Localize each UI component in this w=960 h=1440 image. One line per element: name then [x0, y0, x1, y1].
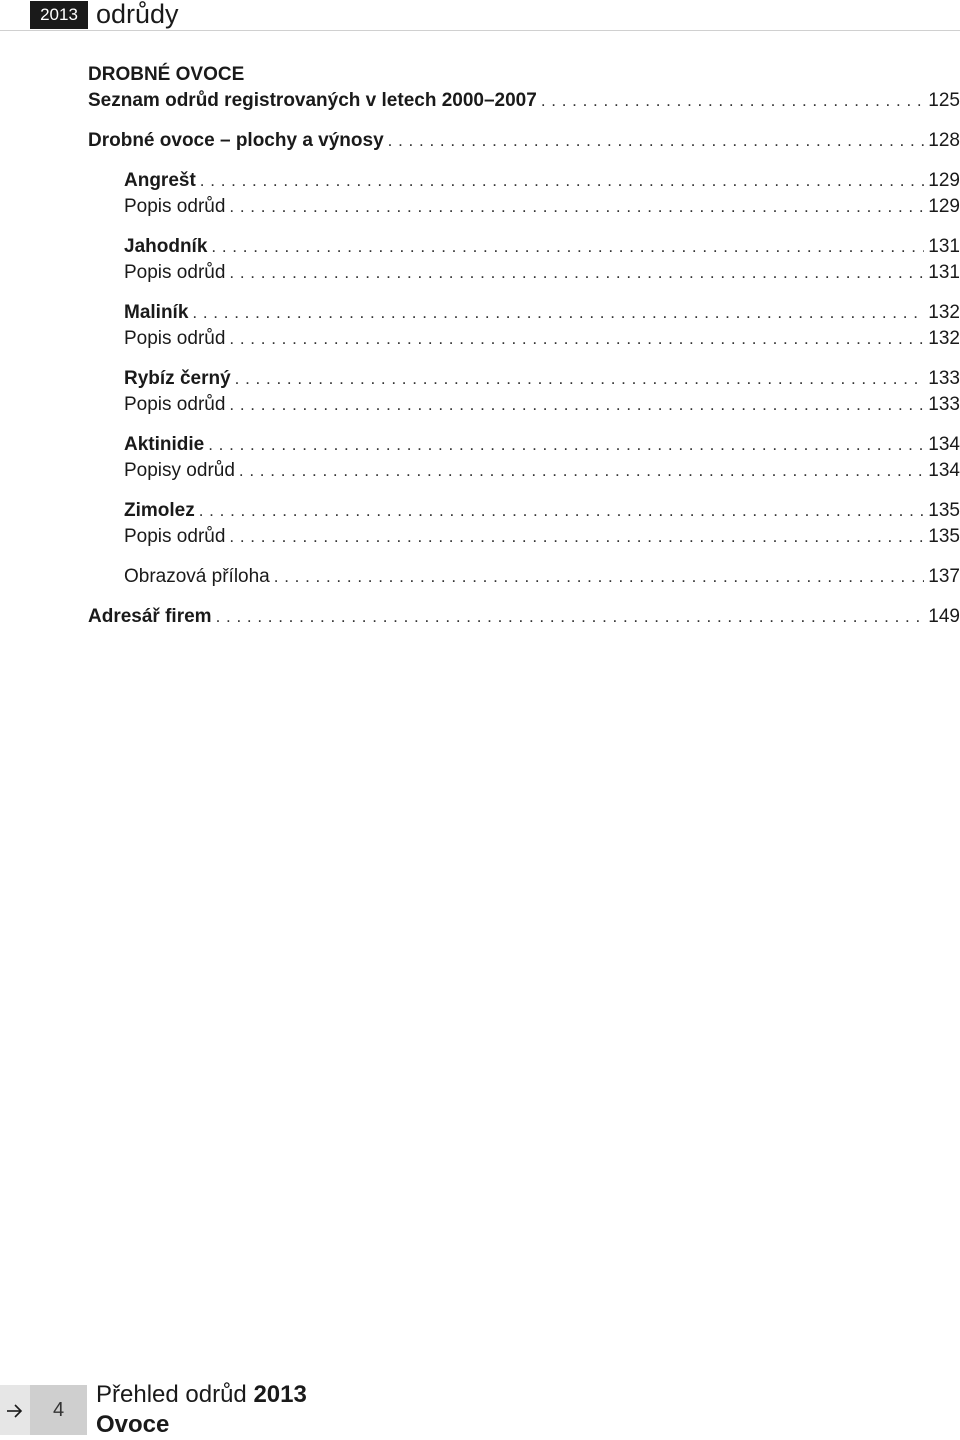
toc-entry-obrazova-priloha[interactable] [88, 564, 960, 590]
toc-entry-label: Popis odrůd [124, 262, 226, 283]
table-of-contents [88, 62, 960, 630]
toc-entry-label: Popis odrůd [124, 328, 226, 349]
toc-entry-aktinidie-popis[interactable] [88, 458, 960, 484]
toc-entry-seznam-odrud[interactable] [88, 88, 960, 114]
toc-entry-rybiz-popis[interactable] [88, 392, 960, 418]
page-number: 4 [30, 1385, 87, 1435]
toc-entry-label: Obrazová příloha [124, 566, 270, 587]
toc-entry-page: 135 [928, 526, 960, 547]
toc-entry-label: Seznam odrůd registrovaných v letech 2000–2007 [88, 90, 537, 111]
toc-entry-label: Popis odrůd [124, 394, 226, 415]
toc-entry-label: Popis odrůd [124, 196, 226, 217]
toc-entry-malinik-popis[interactable] [88, 326, 960, 352]
header-title: odrůdy [96, 0, 179, 29]
leader-dots [239, 458, 924, 484]
toc-entry-jahodnik-popis[interactable] [88, 260, 960, 286]
section-title: DROBNÉ OVOCE [88, 64, 245, 85]
leader-dots [192, 300, 924, 326]
toc-entry-page: 131 [928, 236, 960, 257]
leader-dots [229, 326, 924, 352]
toc-entry-label: Popisy odrůd [124, 460, 235, 481]
year-badge: 2013 [30, 1, 88, 29]
leader-dots [229, 392, 924, 418]
toc-entry-label: Zimolez [124, 500, 195, 521]
publication-year: 2013 [253, 1381, 307, 1408]
toc-entry-zimolez-popis[interactable] [88, 524, 960, 550]
toc-entry-label: Drobné ovoce – plochy a výnosy [88, 130, 384, 151]
toc-entry-label: Aktinidie [124, 434, 205, 455]
toc-entry-plochy-vynosy[interactable] [88, 128, 960, 154]
toc-entry-label: Maliník [124, 302, 189, 323]
leader-dots [229, 194, 924, 220]
toc-entry-page: 134 [928, 460, 960, 481]
leader-dots [229, 524, 924, 550]
leader-dots [216, 604, 925, 630]
publication-title-text: Přehled odrůd [96, 1381, 247, 1408]
toc-entry-label: Angrešt [124, 170, 196, 191]
leader-dots [211, 234, 924, 260]
toc-entry-page: 137 [928, 566, 960, 587]
toc-entry-page: 134 [928, 434, 960, 455]
toc-entry-angrest-popis[interactable] [88, 194, 960, 220]
toc-entry-page: 135 [928, 500, 960, 521]
toc-entry-page: 133 [928, 368, 960, 389]
toc-entry-jahodnik[interactable] [88, 234, 960, 260]
toc-entry-angrest[interactable] [88, 168, 960, 194]
toc-entry-page: 125 [928, 90, 960, 111]
leader-dots [200, 168, 925, 194]
toc-entry-aktinidie[interactable] [88, 432, 960, 458]
toc-entry-label: Jahodník [124, 236, 208, 257]
toc-entry-label: Popis odrůd [124, 526, 226, 547]
toc-entry-rybiz-cerny[interactable] [88, 366, 960, 392]
header-divider [0, 30, 960, 31]
leader-dots [388, 128, 925, 154]
toc-entry-page: 131 [928, 262, 960, 283]
publication-title [96, 1380, 307, 1410]
arrow-right-icon [0, 1385, 30, 1435]
toc-entry-page: 129 [928, 196, 960, 217]
leader-dots [541, 88, 924, 114]
toc-entry-page: 132 [928, 302, 960, 323]
toc-entry-label: Adresář firem [88, 606, 212, 627]
toc-entry-zimolez[interactable] [88, 498, 960, 524]
toc-entry-adresar-firem[interactable] [88, 604, 960, 630]
publication-subtitle: Ovoce [96, 1411, 170, 1438]
toc-entry-malinik[interactable] [88, 300, 960, 326]
leader-dots [229, 260, 924, 286]
leader-dots [199, 498, 925, 524]
page-header [0, 0, 960, 32]
toc-entry-page: 132 [928, 328, 960, 349]
leader-dots [274, 564, 925, 590]
toc-entry-label: Rybíz černý [124, 368, 231, 389]
leader-dots [208, 432, 924, 458]
toc-entry-page: 129 [928, 170, 960, 191]
leader-dots [235, 366, 925, 392]
toc-entry-page: 149 [928, 606, 960, 627]
toc-entry-page: 133 [928, 394, 960, 415]
toc-entry-page: 128 [928, 130, 960, 151]
page-footer [0, 1380, 960, 1438]
